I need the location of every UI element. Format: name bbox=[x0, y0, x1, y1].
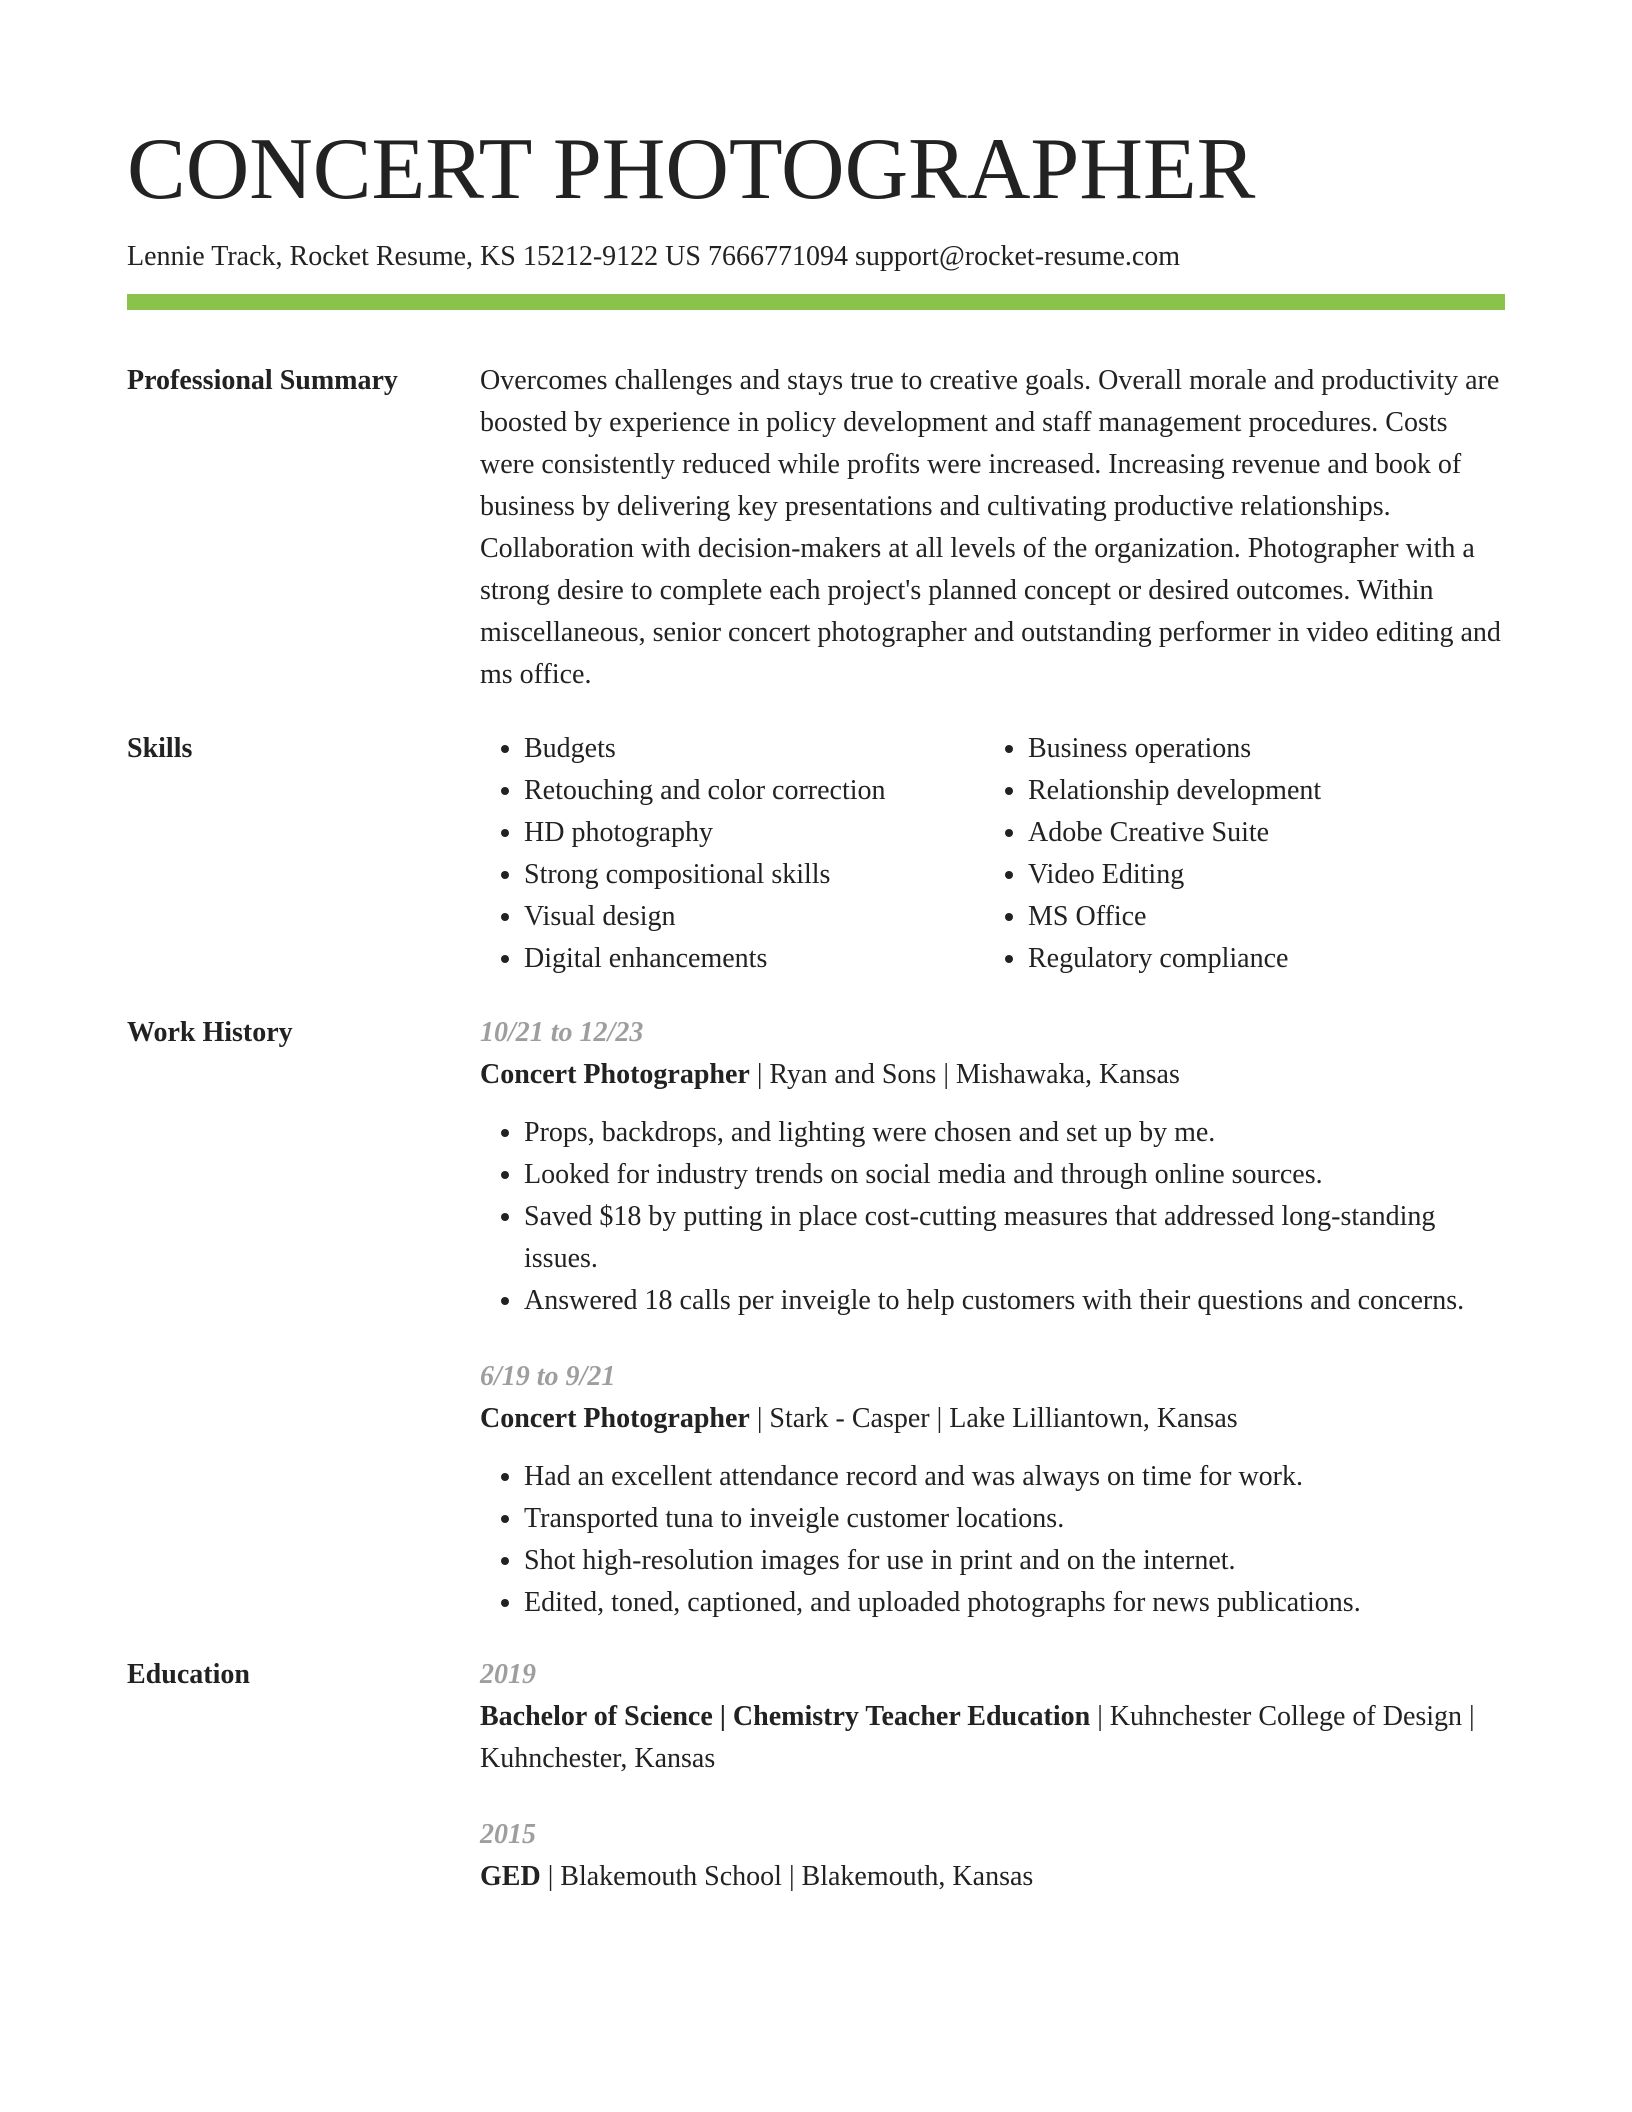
job-entry bbox=[480, 1356, 1505, 1624]
education-degree: GED bbox=[480, 1861, 541, 1892]
education-degree: Bachelor of Science | Chemistry Teacher Education bbox=[480, 1701, 1091, 1732]
work-history-heading: Work History bbox=[127, 1017, 293, 1048]
accent-divider bbox=[127, 294, 1505, 310]
job-bullet: • Answered 18 calls per inveigle to help customers with their questions and concerns. bbox=[524, 1280, 1505, 1322]
skills-column-right bbox=[984, 728, 1505, 980]
education-body bbox=[480, 1654, 1505, 1898]
job-entry bbox=[480, 1012, 1505, 1322]
job-dates: 10/21 to 12/23 bbox=[480, 1017, 644, 1048]
summary-text: Overcomes challenges and stays true to creative goals. Overall morale and productivity are boosted by experience in policy development and staff management procedures. Costs were consistently reduced while profits were increased. Increasing revenue and book of business by delivering key presentations and cultivating productive relationships. Collaboration with decision-makers at all levels of the organization. Photographer with a strong desire to complete each project's planned concept or desired outcomes. Within miscellaneous, senior concert photographer and outstanding performer in video editing and ms office. bbox=[480, 365, 1501, 690]
resume-page bbox=[127, 118, 1505, 1898]
job-dates: 6/19 to 9/21 bbox=[480, 1361, 616, 1392]
education-line bbox=[480, 1696, 1505, 1780]
skill-item: • Video Editing bbox=[1028, 854, 1505, 896]
skill-item: • Business operations bbox=[1028, 728, 1505, 770]
skills-heading: Skills bbox=[127, 733, 193, 764]
work-history-body bbox=[480, 1012, 1505, 1624]
skills-body bbox=[480, 728, 1505, 980]
skill-item: • Retouching and color correction bbox=[524, 770, 984, 812]
job-bullet: • Saved $18 by putting in place cost-cutting measures that addressed long-standing issues. bbox=[524, 1196, 1505, 1280]
job-bullet: • Looked for industry trends on social media and through online sources. bbox=[524, 1154, 1505, 1196]
job-bullet: • Props, backdrops, and lighting were chosen and set up by me. bbox=[524, 1112, 1505, 1154]
education-entry bbox=[480, 1814, 1505, 1898]
work-history-section bbox=[127, 1012, 1505, 1624]
skill-item: • Strong compositional skills bbox=[524, 854, 984, 896]
job-employer: | Ryan and Sons | Mishawaka, Kansas bbox=[749, 1059, 1180, 1090]
skills-columns bbox=[480, 728, 1505, 980]
job-bullet: • Shot high-resolution images for use in print and on the internet. bbox=[524, 1540, 1505, 1582]
skills-section bbox=[127, 728, 1505, 980]
summary-heading: Professional Summary bbox=[127, 365, 398, 396]
contact-line: Lennie Track, Rocket Resume, KS 15212-9122 US 7666771094 support@rocket-resume.com bbox=[127, 241, 1181, 272]
job-bullet: • Transported tuna to inveigle customer locations. bbox=[524, 1498, 1505, 1540]
skill-item: • Adobe Creative Suite bbox=[1028, 812, 1505, 854]
job-title: Concert Photographer bbox=[480, 1059, 750, 1090]
skill-item: • Digital enhancements bbox=[524, 938, 984, 980]
education-school: | Blakemouth School | Blakemouth, Kansas bbox=[540, 1861, 1034, 1892]
job-bullet: • Had an excellent attendance record and was always on time for work. bbox=[524, 1456, 1505, 1498]
skill-item: • Relationship development bbox=[1028, 770, 1505, 812]
job-role-line bbox=[480, 1398, 1505, 1440]
job-title: Concert Photographer bbox=[480, 1403, 750, 1434]
job-role-line bbox=[480, 1054, 1505, 1096]
skill-item: • Budgets bbox=[524, 728, 984, 770]
skill-item: • HD photography bbox=[524, 812, 984, 854]
education-year: 2019 bbox=[480, 1659, 536, 1690]
job-bullet: • Edited, toned, captioned, and uploaded photographs for news publications. bbox=[524, 1582, 1505, 1624]
education-school: | Kuhnchester College of Design | Kuhnchester, Kansas bbox=[480, 1701, 1475, 1774]
education-entry bbox=[480, 1654, 1505, 1780]
skills-column-left bbox=[480, 728, 984, 980]
education-section bbox=[127, 1654, 1505, 1898]
skill-item: • Regulatory compliance bbox=[1028, 938, 1505, 980]
education-heading: Education bbox=[127, 1659, 250, 1690]
skill-item: • MS Office bbox=[1028, 896, 1505, 938]
job-bullets bbox=[480, 1112, 1505, 1322]
skill-item: • Visual design bbox=[524, 896, 984, 938]
candidate-title: CONCERT PHOTOGRAPHER bbox=[127, 121, 1256, 218]
education-year: 2015 bbox=[480, 1819, 536, 1850]
job-bullets bbox=[480, 1456, 1505, 1624]
summary-section bbox=[127, 360, 1505, 696]
job-employer: | Stark - Casper | Lake Lilliantown, Kansas bbox=[749, 1403, 1238, 1434]
education-line bbox=[480, 1856, 1505, 1898]
